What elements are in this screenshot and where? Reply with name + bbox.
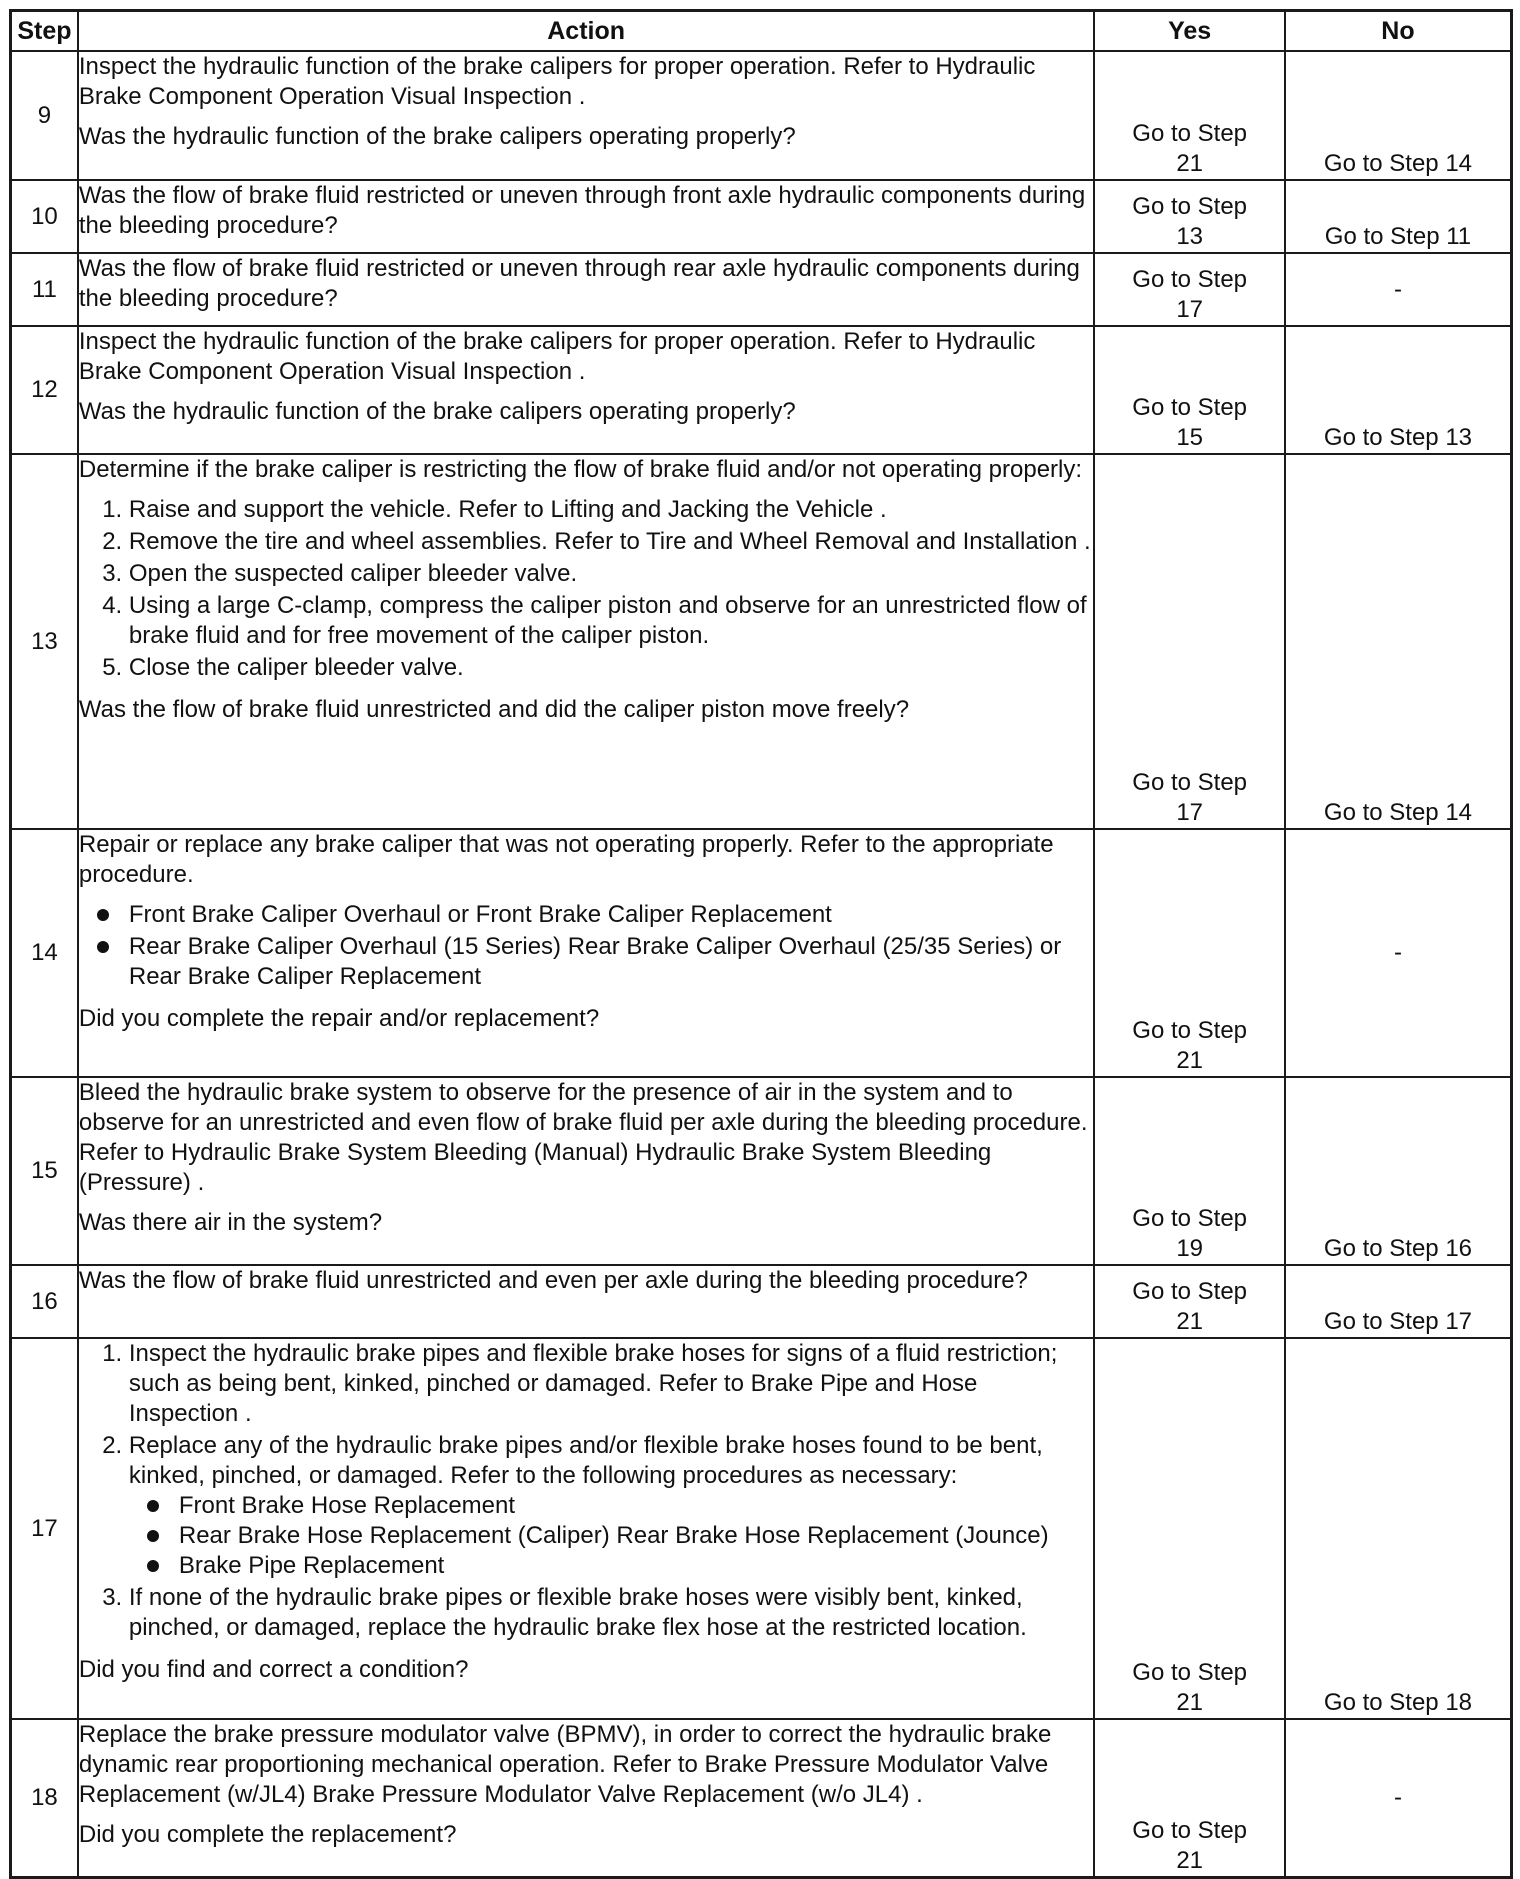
- yes-step: 21: [1176, 1047, 1204, 1074]
- action-text: Determine if the brake caliper is restricting the flow of brake fluid and/or not operating properly:: [78, 456, 1083, 483]
- list-item: 5. Close the caliper bleeder valve.: [129, 653, 1094, 683]
- yes-cell: [1094, 829, 1285, 1077]
- sub-item: Rear Brake Hose Replacement (Caliper) Rear Brake Hose Replacement (Jounce): [179, 1521, 1094, 1551]
- yes-step: 17: [1176, 296, 1204, 323]
- header-yes: Yes: [1094, 11, 1285, 52]
- question-text: Was the flow of brake fluid restricted or uneven through rear axle hydraulic components during the bleeding procedure?: [78, 255, 1080, 312]
- no-cell: Go to Step 14: [1285, 454, 1512, 829]
- yes-label: Go to Step: [1132, 266, 1248, 293]
- no-cell: Go to Step 17: [1285, 1265, 1512, 1338]
- step-number: 12: [11, 326, 78, 454]
- no-cell: Go to Step 13: [1285, 326, 1512, 454]
- yes-step: 21: [1176, 1846, 1204, 1874]
- action-cell: [78, 253, 1095, 326]
- action-text: Repair or replace any brake caliper that was not operating properly. Refer to the appropriate procedure.: [78, 831, 1054, 888]
- action-cell: [78, 1265, 1095, 1338]
- question-text: Did you complete the repair and/or replacement?: [78, 1005, 600, 1032]
- yes-cell: [1094, 1077, 1285, 1265]
- yes-label: Go to Step: [1132, 1816, 1248, 1844]
- no-cell: -: [1285, 253, 1512, 326]
- step-number: 18: [11, 1719, 78, 1877]
- step-number: 10: [11, 180, 78, 253]
- action-cell: [78, 829, 1095, 1077]
- yes-cell: [1094, 1719, 1285, 1877]
- table-row: [11, 180, 1512, 253]
- no-cell: -: [1285, 1719, 1512, 1877]
- table-row: [11, 1077, 1512, 1265]
- header-step: Step: [11, 11, 78, 52]
- action-cell: [78, 1077, 1095, 1265]
- yes-step: 17: [1176, 799, 1204, 826]
- yes-cell: [1094, 180, 1285, 253]
- action-text: Replace the brake pressure modulator valve (BPMV), in order to correct the hydraulic brake dynamic rear proportioning mechanical operation. Refer to Brake Pressure Modulator Valve Replacement (w/JL4) Brake Pressure Modulator Valve Replacement (w/o JL4) .: [78, 1721, 1052, 1808]
- question-text: Was the flow of brake fluid unrestricted and did the caliper piston move freely?: [78, 696, 910, 723]
- list-item: 2. Remove the tire and wheel assemblies. Refer to Tire and Wheel Removal and Installation .: [129, 527, 1094, 557]
- question-text: Was the hydraulic function of the brake calipers operating properly?: [78, 398, 796, 425]
- list-item: 1. Inspect the hydraulic brake pipes and flexible brake hoses for signs of a fluid restriction; such as being bent, kinked, pinched or damaged. Refer to Brake Pipe and Hose Inspection .: [129, 1339, 1094, 1429]
- no-cell: Go to Step 16: [1285, 1077, 1512, 1265]
- question-text: Did you complete the replacement?: [78, 1821, 457, 1848]
- no-cell: Go to Step 18: [1285, 1338, 1512, 1719]
- procedure-list: [79, 1339, 1094, 1643]
- list-item: 3. If none of the hydraulic brake pipes or flexible brake hoses were visibly bent, kinked, pinched, or damaged, replace the hydraulic brake flex hose at the restricted location.: [129, 1583, 1094, 1643]
- table-row: [11, 253, 1512, 326]
- step-number: 13: [11, 454, 78, 829]
- action-text: Inspect the hydraulic function of the brake calipers for proper operation. Refer to Hydraulic Brake Component Operation Visual Inspection .: [78, 53, 1036, 110]
- list-item: 4. Using a large C-clamp, compress the caliper piston and observe for an unrestricted flow of brake fluid and for free movement of the caliper piston.: [129, 591, 1094, 651]
- yes-label: Go to Step: [1132, 193, 1248, 220]
- sub-item: Front Brake Hose Replacement: [179, 1491, 1094, 1521]
- yes-step: 19: [1176, 1235, 1204, 1262]
- step-number: 16: [11, 1265, 78, 1338]
- yes-label: Go to Step: [1132, 769, 1248, 796]
- question-text: Was the flow of brake fluid unrestricted and even per axle during the bleeding procedure?: [78, 1267, 1028, 1294]
- procedure-list: [79, 495, 1094, 683]
- yes-cell: [1094, 253, 1285, 326]
- list-item-text: Replace any of the hydraulic brake pipes and/or flexible brake hoses found to be bent, kinked, pinched, or damaged. Refer to the following procedures as necessary:: [128, 1432, 1043, 1489]
- header-no: No: [1285, 11, 1512, 52]
- no-cell: -: [1285, 829, 1512, 1077]
- action-cell: [78, 326, 1095, 454]
- question-text: Was the flow of brake fluid restricted or uneven through front axle hydraulic components during the bleeding procedure?: [78, 182, 1086, 239]
- table-row: [11, 1265, 1512, 1338]
- procedure-bullets: [79, 900, 1094, 992]
- yes-cell: [1094, 1338, 1285, 1719]
- question-text: Was there air in the system?: [78, 1209, 383, 1236]
- diagnostic-table-page: [9, 9, 1513, 1874]
- yes-label: Go to Step: [1132, 1659, 1248, 1686]
- table-row: [11, 326, 1512, 454]
- yes-step: 21: [1176, 1689, 1204, 1716]
- step-number: 14: [11, 829, 78, 1077]
- question-text: Did you find and correct a condition?: [78, 1656, 469, 1683]
- no-cell: Go to Step 11: [1285, 180, 1512, 253]
- yes-label: Go to Step: [1132, 1205, 1248, 1232]
- table-row: [11, 51, 1512, 180]
- list-item: 3. Open the suspected caliper bleeder valve.: [129, 559, 1094, 589]
- table-row: [11, 1338, 1512, 1719]
- table-row: [11, 829, 1512, 1077]
- header-row: [11, 11, 1512, 52]
- step-number: 9: [11, 51, 78, 180]
- sub-item: Brake Pipe Replacement: [179, 1551, 1094, 1581]
- yes-cell: [1094, 1265, 1285, 1338]
- yes-cell: [1094, 454, 1285, 829]
- action-cell: [78, 1719, 1095, 1877]
- action-text: Inspect the hydraulic function of the brake calipers for proper operation. Refer to Hydraulic Brake Component Operation Visual Inspection .: [78, 328, 1036, 385]
- action-cell: [78, 1338, 1095, 1719]
- yes-step: 21: [1176, 1308, 1204, 1335]
- step-number: 15: [11, 1077, 78, 1265]
- action-cell: [78, 454, 1095, 829]
- action-cell: [78, 180, 1095, 253]
- diagnostic-table: [9, 9, 1513, 1879]
- list-item: Rear Brake Caliper Overhaul (15 Series) Rear Brake Caliper Overhaul (25/35 Series) or Rear Brake Caliper Replacement: [129, 932, 1094, 992]
- step-number: 11: [11, 253, 78, 326]
- table-row: [11, 454, 1512, 829]
- yes-step: 21: [1176, 150, 1204, 177]
- question-text: Was the hydraulic function of the brake calipers operating properly?: [78, 123, 796, 150]
- yes-step: 15: [1176, 424, 1204, 451]
- list-item: [129, 1431, 1094, 1581]
- list-item: 1. Raise and support the vehicle. Refer to Lifting and Jacking the Vehicle .: [129, 495, 1094, 525]
- table-row: [11, 1719, 1512, 1877]
- yes-step: 13: [1176, 223, 1204, 250]
- yes-label: Go to Step: [1132, 1017, 1248, 1044]
- yes-label: Go to Step: [1132, 394, 1248, 421]
- step-number: 17: [11, 1338, 78, 1719]
- action-text: Bleed the hydraulic brake system to observe for the presence of air in the system and to observe for an unrestricted and even flow of brake fluid per axle during the bleeding procedure. Refer to Hydraulic Brake System Bleeding (Manual) Hydraulic Brake System Bleeding (Pressure) .: [78, 1079, 1088, 1196]
- list-item: Front Brake Caliper Overhaul or Front Brake Caliper Replacement: [129, 900, 1094, 930]
- action-cell: [78, 51, 1095, 180]
- no-cell: Go to Step 14: [1285, 51, 1512, 180]
- header-action: Action: [78, 11, 1095, 52]
- yes-label: Go to Step: [1132, 120, 1248, 147]
- sub-bullets: [129, 1491, 1094, 1581]
- yes-cell: [1094, 51, 1285, 180]
- yes-label: Go to Step: [1132, 1278, 1248, 1305]
- yes-cell: [1094, 326, 1285, 454]
